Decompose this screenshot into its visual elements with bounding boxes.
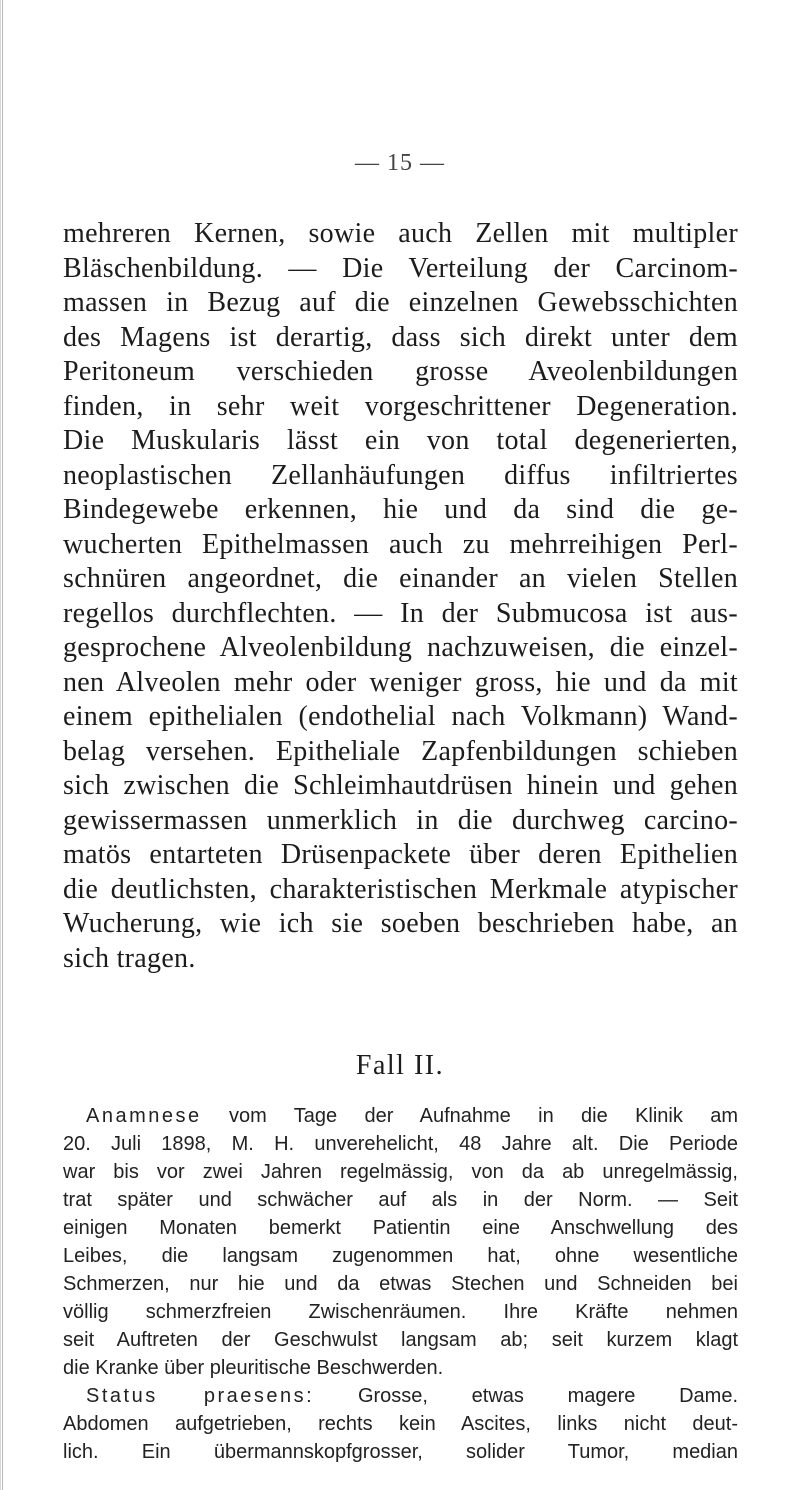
body-line: Bindegewebe erkennen, hie und da sind die ge- [63, 494, 738, 525]
status-first-line [86, 1386, 738, 1406]
page-number: — 15 — [355, 150, 445, 176]
status-line: lich. Ein übermannskopfgrosser, solider Tumor, median [63, 1441, 738, 1463]
body-line: sich zwischen die Schleimhautdrüsen hinein und gehen [63, 770, 738, 801]
body-line: regellos durchflechten. — In der Submucosa ist aus- [63, 598, 738, 629]
anamnese-line: war bis vor zwei Jahren regelmässig, von da ab unregelmässig, [63, 1161, 738, 1183]
body-line: schnüren angeordnet, die einander an vielen Stellen [63, 563, 738, 594]
body-line: mehreren Kernen, sowie auch Zellen mit multipler [63, 218, 738, 249]
body-line: neoplastischen Zellanhäufungen diffus infiltriertes [63, 460, 738, 491]
anamnese-label: Anamnese [86, 1105, 202, 1127]
anamnese-first-line-text: vom Tage der Aufnahme in die Klinik am [228, 1105, 739, 1127]
body-line: Die Muskularis lässt ein von total degenerierten, [63, 425, 738, 456]
body-line: wucherten Epithelmassen auch zu mehrreihigen Perl- [63, 529, 738, 560]
status-line: Abdomen aufgetrieben, rechts kein Ascites, links nicht deut- [63, 1413, 738, 1435]
anamnese-line: die Kranke über pleuritische Beschwerden. [63, 1357, 444, 1379]
status-label: Status praesens: [86, 1385, 315, 1407]
body-line: massen in Bezug auf die einzelnen Gewebsschichten [63, 287, 738, 318]
body-line: des Magens ist derartig, dass sich direkt unter dem [63, 322, 738, 353]
page-edge-rule [0, 0, 5, 1490]
body-line: Peritoneum verschieden grosse Aveolenbildungen [63, 356, 738, 387]
anamnese-line: seit Auftreten der Geschwulst langsam ab; seit kurzem klagt [63, 1329, 738, 1351]
body-line: matös entarteten Drüsenpackete über deren Epithelien [63, 839, 738, 870]
section-heading: Fall II. [355, 1050, 445, 1081]
anamnese-line: trat später und schwächer auf als in der Norm. — Seit [63, 1189, 738, 1211]
anamnese-line: 20. Juli 1898, M. H. unverehelicht, 48 Jahre alt. Die Periode [63, 1133, 738, 1155]
anamnese-line: einigen Monaten bemerkt Patientin eine Anschwellung des [63, 1217, 738, 1239]
body-line: gesprochene Alveolenbildung nachzuweisen, die einzel- [63, 632, 738, 663]
body-line: sich tragen. [63, 943, 196, 974]
body-line: nen Alveolen mehr oder weniger gross, hie und da mit [63, 667, 738, 698]
anamnese-first-line [86, 1106, 738, 1126]
status-first-line-text: Grosse, etwas magere Dame. [357, 1385, 739, 1407]
body-line: Bläschenbildung. — Die Verteilung der Carcinom- [63, 253, 738, 284]
body-line: die deutlichsten, charakteristischen Merkmale atypischer [63, 874, 738, 905]
anamnese-line: Schmerzen, nur hie und da etwas Stechen und Schneiden bei [63, 1273, 738, 1295]
anamnese-line: völlig schmerzfreien Zwischenräumen. Ihre Kräfte nehmen [63, 1301, 738, 1323]
body-line: einem epithelialen (endothelial nach Volkmann) Wand- [63, 701, 738, 732]
body-line: finden, in sehr weit vorgeschrittener Degeneration. [63, 391, 738, 422]
body-line: Wucherung, wie ich sie soeben beschrieben habe, an [63, 908, 738, 939]
body-line: belag versehen. Epitheliale Zapfenbildungen schieben [63, 736, 738, 767]
anamnese-line: Leibes, die langsam zugenommen hat, ohne wesentliche [63, 1245, 738, 1267]
body-line: gewissermassen unmerklich in die durchweg carcino- [63, 805, 738, 836]
